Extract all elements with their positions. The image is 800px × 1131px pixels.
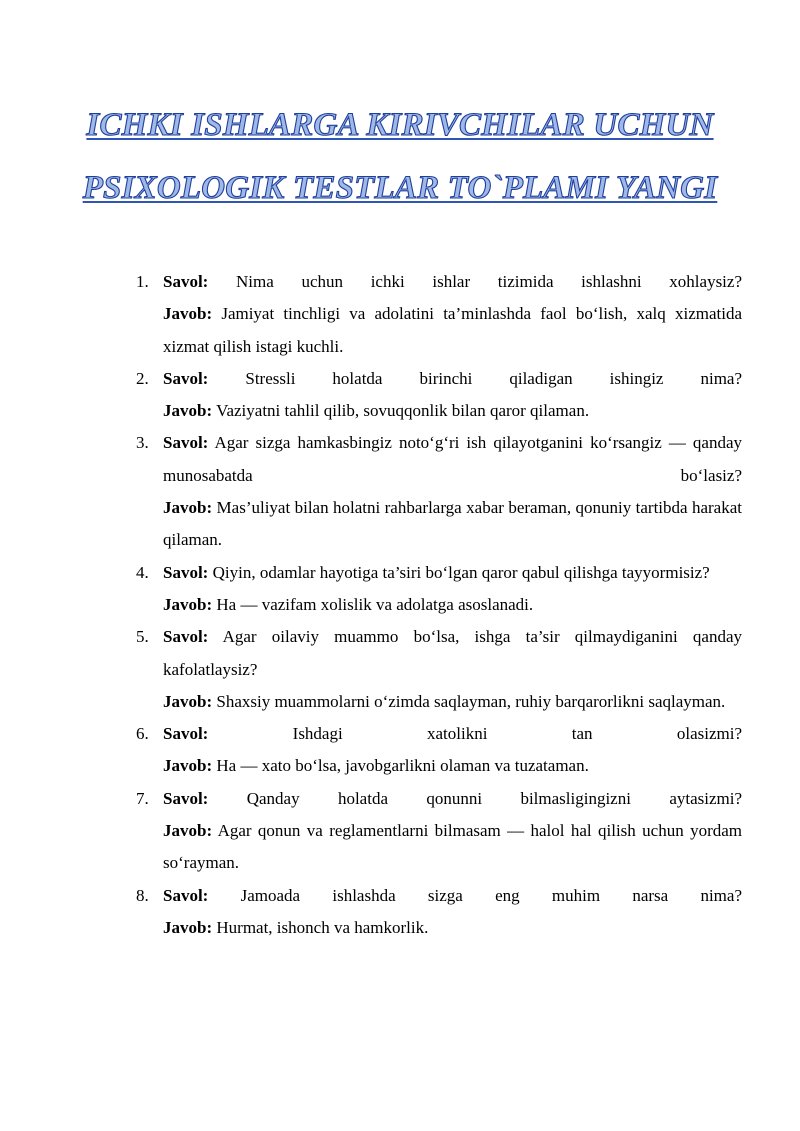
answer-label: Javob: bbox=[163, 498, 213, 518]
answer-label: Javob: bbox=[163, 691, 213, 711]
qa-item-6 bbox=[136, 718, 742, 783]
answer-line bbox=[163, 912, 742, 944]
answer-text: Shaxsiy muammolarni o‘zimda saqlayman, ruhiy barqarorlikni saqlayman. bbox=[216, 691, 726, 711]
item-number: 3. bbox=[136, 433, 149, 453]
title-line-2: PSIXOLOGIK TESTLAR TO`PLAMI YANGI bbox=[82, 170, 718, 207]
answer-line bbox=[163, 298, 742, 363]
answer-text: Vaziyatni tahlil qilib, sovuqqonlik bilan qaror qilaman. bbox=[216, 401, 590, 421]
question-answer-list bbox=[136, 266, 742, 944]
qa-item-2 bbox=[136, 363, 742, 428]
question-label: Savol: bbox=[163, 627, 209, 647]
qa-item-4 bbox=[136, 557, 742, 622]
answer-line bbox=[163, 686, 742, 718]
question-line bbox=[163, 621, 742, 686]
question-line bbox=[163, 557, 742, 589]
question-label: Savol: bbox=[163, 788, 209, 808]
question-label: Savol: bbox=[163, 368, 209, 388]
answer-label: Javob: bbox=[163, 401, 213, 421]
question-label: Savol: bbox=[163, 433, 209, 453]
question-text: Qanday holatda qonunni bilmasligingizni aytasizmi? bbox=[246, 788, 743, 808]
question-line bbox=[163, 363, 742, 395]
answer-text: Mas’uliyat bilan holatni rahbarlarga xabar beraman, qonuniy tartibda harakat qilaman. bbox=[163, 498, 742, 550]
answer-line bbox=[163, 815, 742, 880]
question-line bbox=[163, 427, 742, 492]
qa-item-8 bbox=[136, 880, 742, 945]
question-line bbox=[163, 783, 742, 815]
question-label: Savol: bbox=[163, 272, 209, 291]
answer-label: Javob: bbox=[163, 821, 213, 841]
answer-label: Javob: bbox=[163, 304, 213, 324]
question-text: Agar sizga hamkasbingiz noto‘g‘ri ish qilayotganini ko‘rsangiz — qanday munosabatda bo‘lasiz? bbox=[163, 433, 743, 485]
question-label: Savol: bbox=[163, 885, 209, 905]
question-text: Nima uchun ichki ishlar tizimida ishlashni xohlaysiz? bbox=[236, 272, 743, 291]
item-number: 4. bbox=[136, 562, 149, 582]
question-text: Jamoada ishlashda sizga eng muhim narsa nima? bbox=[240, 885, 742, 905]
qa-item-7 bbox=[136, 783, 742, 880]
question-label: Savol: bbox=[163, 562, 209, 582]
answer-line bbox=[163, 589, 742, 621]
qa-item-3 bbox=[136, 427, 742, 556]
document-title bbox=[0, 94, 800, 220]
question-line bbox=[163, 880, 742, 912]
answer-label: Javob: bbox=[163, 917, 213, 937]
title-line-1: ICHKI ISHLARGA KIRIVCHILAR UCHUN bbox=[86, 107, 714, 144]
answer-label: Javob: bbox=[163, 756, 213, 776]
item-number: 2. bbox=[136, 368, 149, 388]
item-number: 1. bbox=[136, 272, 149, 291]
question-text: Agar oilaviy muammo bo‘lsa, ishga ta’sir qilmaydiganini qanday kafolatlaysiz? bbox=[163, 627, 742, 679]
answer-label: Javob: bbox=[163, 594, 213, 614]
question-label: Savol: bbox=[163, 724, 209, 744]
question-line bbox=[163, 718, 742, 750]
item-number: 8. bbox=[136, 885, 149, 905]
item-number: 5. bbox=[136, 627, 149, 647]
answer-line bbox=[163, 395, 742, 427]
item-number: 7. bbox=[136, 788, 149, 808]
item-number: 6. bbox=[136, 724, 149, 744]
answer-text: Ha — xato bo‘lsa, javobgarlikni olaman va tuzataman. bbox=[216, 756, 589, 776]
answer-line bbox=[163, 492, 742, 557]
qa-item-1 bbox=[136, 266, 742, 363]
question-text: Stressli holatda birinchi qiladigan ishingiz nima? bbox=[245, 368, 743, 388]
answer-text: Agar qonun va reglamentlarni bilmasam — halol hal qilish uchun yordam so‘rayman. bbox=[163, 821, 742, 873]
question-text: Qiyin, odamlar hayotiga ta’siri bo‘lgan qaror qabul qilishga tayyormisiz? bbox=[212, 562, 710, 582]
question-line bbox=[163, 266, 742, 298]
question-text: Ishdagi xatolikni tan olasizmi? bbox=[292, 724, 742, 744]
answer-text: Jamiyat tinchligi va adolatini ta’minlashda faol bo‘lish, xalq xizmatida xizmat qilish istagi kuchli. bbox=[163, 304, 742, 356]
qa-item-5 bbox=[136, 621, 742, 718]
answer-line bbox=[163, 750, 742, 782]
answer-text: Ha — vazifam xolislik va adolatga asoslanadi. bbox=[216, 594, 534, 614]
answer-text: Hurmat, ishonch va hamkorlik. bbox=[216, 917, 429, 937]
